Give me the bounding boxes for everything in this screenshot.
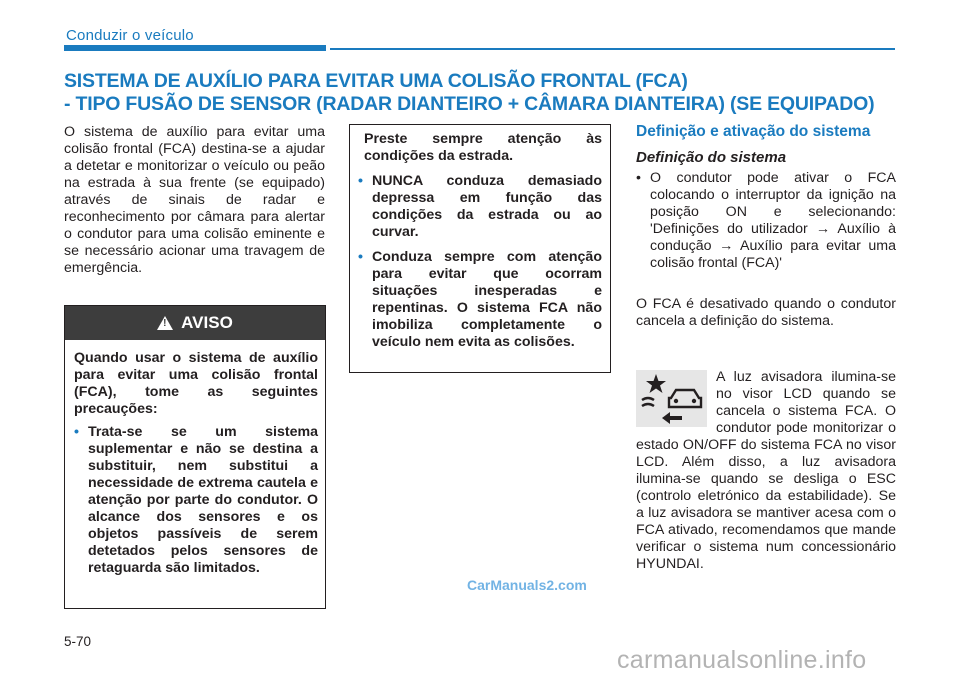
warning-continued-lead: Preste sempre atenção às condições da estrada. bbox=[364, 131, 602, 164]
definition-bullet-text: O condutor pode ativar o FCA colocando o interruptor da ignição na posição ON e selecionando: 'Definições do utilizador → Auxílio à condução → Auxílio para evitar uma colisão frontal (FCA)' bbox=[650, 170, 896, 271]
warning-lead: Quando usar o sistema de auxílio para evitar uma colisão frontal (FCA), tome as seguintes precauções: bbox=[74, 350, 318, 417]
watermark-link[interactable]: CarManuals2.com bbox=[467, 577, 587, 593]
warning-body bbox=[74, 350, 318, 577]
warning-light-paragraph bbox=[636, 369, 896, 573]
bullet-dot: • bbox=[74, 424, 79, 440]
warning-header bbox=[65, 306, 325, 340]
warning-continued-box bbox=[349, 124, 611, 373]
definition-bullet bbox=[636, 170, 896, 272]
bullet-dot: • bbox=[636, 170, 641, 186]
bullet-dot: • bbox=[358, 173, 363, 189]
intro-paragraph: O sistema de auxílio para evitar uma colisão frontal (FCA) destina-se a ajudar a detetar e monitorizar o veículo ou peão na estrada à sua frente (se equipado) através de sinais de radar e reconhecimento por câmara para alertar o condutor para uma colisão eminente e se necessário acionar uma travagem de emergência. bbox=[64, 124, 325, 276]
section-label: Conduzir o veículo bbox=[66, 27, 194, 44]
page-title-line1: SISTEMA DE AUXÍLIO PARA EVITAR UMA COLISÃO FRONTAL (FCA) bbox=[64, 70, 688, 92]
warning-bullet bbox=[358, 173, 602, 241]
warning-continued-body bbox=[358, 129, 602, 351]
warning-bullet-text: Trata-se se um sistema suplementar e não se destina a substituir, nem substitui a necessidade de extrema cautela e atenção por parte do condutor. O alcance dos sensores e os objetos passíveis de serem detetados pelos sensores de retaguarda são limitados. bbox=[88, 424, 318, 576]
warning-box bbox=[64, 305, 326, 609]
page-number: 5-70 bbox=[64, 634, 92, 649]
warning-bullet bbox=[358, 249, 602, 351]
bullet-dot: • bbox=[358, 249, 363, 265]
warning-heading: AVISO bbox=[181, 313, 233, 332]
page-title-line2: - TIPO FUSÃO DE SENSOR (RADAR DIANTEIRO + CÂMARA DIANTEIRA) (SE EQUIPADO) bbox=[64, 93, 875, 115]
definition-heading: Definição e ativação do sistema bbox=[636, 123, 871, 140]
watermark-footer[interactable]: carmanualsonline.info bbox=[617, 646, 867, 674]
definition-subheading: Definição do sistema bbox=[636, 149, 787, 166]
warning-triangle-icon bbox=[157, 316, 173, 330]
icon-spacer bbox=[636, 369, 716, 431]
warning-light-text: A luz avisadora ilumina-se no visor LCD quando se cancela o sistema FCA. O condutor pode monitorizar o estado ON/OFF do sistema FCA no visor LCD. Além disso, a luz avisadora ilumina-se quando se desliga o ESC (controlo eletrónico da estabilidade). Se a luz avisadora se mantiver acesa com o FCA ativado, recomendamos que mande verificar o sistema num concessionário HYUNDAI. bbox=[636, 369, 896, 572]
header-accent-bar bbox=[64, 45, 326, 51]
warning-bullet bbox=[74, 424, 318, 577]
header-divider bbox=[330, 48, 895, 50]
deactivation-paragraph: O FCA é desativado quando o condutor cancela a definição do sistema. bbox=[636, 296, 896, 329]
warning-bullet-text: NUNCA conduza demasiado depressa em função das condições da estrada ou ao curvar. bbox=[372, 173, 602, 240]
warning-bullet-text: Conduza sempre com atenção para evitar que ocorram situações inesperadas e repentinas. O sistema FCA não imobiliza completamente o veículo nem evita as colisões. bbox=[372, 249, 602, 350]
